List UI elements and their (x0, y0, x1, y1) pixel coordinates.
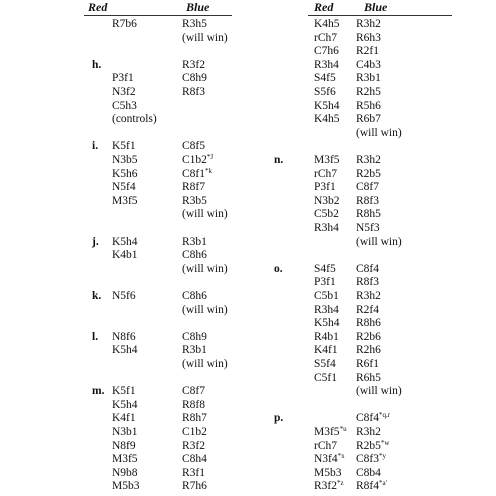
blue-move-text: R2h6 (356, 344, 381, 357)
blue-move-text: R3b1 (182, 235, 207, 248)
left-blue-header: Blue (186, 0, 210, 14)
red-move (314, 452, 345, 466)
red-move-text: K4f1 (112, 412, 136, 425)
blue-move-text: (will win) (356, 126, 402, 139)
red-move-text: rCh7 (314, 167, 337, 180)
red-move-text: N3f2 (112, 86, 136, 98)
red-move-text: N8f9 (112, 439, 136, 452)
blue-move (182, 235, 207, 249)
blue-move (356, 167, 381, 181)
red-move (112, 384, 136, 398)
blue-move-text: C8f5 (182, 140, 205, 153)
left-red-header: Red (88, 0, 108, 14)
blue-move-text: C8h6 (182, 290, 207, 302)
blue-move-text: C8f4 (356, 262, 379, 275)
red-move-text: K4h5 (314, 113, 340, 126)
red-move (314, 85, 336, 99)
red-move (314, 330, 339, 344)
right-red-header: Red (314, 0, 334, 14)
blue-move-text: R8h6 (356, 317, 381, 330)
red-move-text: K4b1 (112, 249, 138, 262)
blue-move-text: (will win) (182, 208, 228, 221)
red-move (314, 31, 337, 45)
blue-move-text: (will win) (182, 303, 228, 316)
red-move-text: K4h5 (314, 18, 340, 30)
blue-move (356, 207, 381, 221)
red-move-text: C5b2 (314, 208, 339, 221)
red-move-text: K5f1 (112, 385, 136, 398)
blue-move (356, 58, 381, 72)
red-move-text: S5f6 (314, 86, 336, 98)
blue-move (182, 303, 228, 317)
red-move-text: (controls) (112, 113, 157, 126)
blue-move (356, 71, 381, 85)
letter-move-text: o. (274, 262, 283, 275)
blue-move (182, 384, 205, 398)
blue-move (182, 398, 205, 412)
red-move-text: R3h4 (314, 303, 339, 316)
red-move (112, 248, 138, 262)
blue-move-text: R3h2 (356, 154, 381, 166)
red-move-text: rCh7 (314, 439, 337, 452)
blue-move-text: C8h9 (182, 330, 207, 343)
red-move (314, 479, 344, 493)
red-move (314, 99, 340, 113)
red-move (314, 316, 340, 330)
red-move-text: N3b5 (112, 154, 138, 166)
blue-move-text: R5h6 (356, 99, 381, 112)
red-move (112, 112, 157, 126)
blue-move (356, 180, 379, 194)
variation-label (274, 262, 283, 276)
red-move (112, 71, 134, 85)
footnote-marker: *z (337, 479, 344, 488)
blue-move (182, 466, 205, 480)
red-move-text: R4b1 (314, 330, 339, 343)
blue-move (182, 139, 205, 153)
red-move (112, 343, 138, 357)
blue-move-text: R3h2 (356, 290, 381, 302)
red-move (112, 235, 138, 249)
blue-move (182, 180, 205, 194)
variation-label (92, 330, 98, 344)
letter-move-text: p. (274, 412, 284, 425)
red-move-text: K5h4 (112, 235, 138, 248)
blue-move-text: C8f3 (356, 453, 379, 466)
blue-move (182, 153, 213, 167)
letter-move-text: i. (92, 140, 99, 153)
red-move-text: P3f1 (112, 72, 134, 85)
footnote-marker: *J (206, 153, 214, 161)
blue-move (356, 479, 387, 493)
red-move-text: N3b2 (314, 194, 340, 207)
red-move-text: R7b6 (112, 18, 137, 30)
variation-label (274, 153, 283, 167)
red-move-text: K5h4 (112, 398, 138, 411)
red-move-text: P3f1 (314, 276, 336, 289)
red-move (314, 439, 337, 453)
blue-move (182, 343, 207, 357)
red-move (112, 425, 138, 439)
red-move-text: M3f5 (112, 453, 138, 466)
blue-move-text: (will win) (182, 262, 228, 275)
blue-move (182, 248, 207, 262)
left-header-rule (84, 15, 232, 16)
red-move-text: R3f2 (314, 480, 337, 493)
blue-move-text: C8h6 (182, 249, 207, 262)
red-move (112, 167, 138, 181)
red-move-text: K5h4 (314, 99, 340, 112)
red-move (314, 262, 336, 276)
red-move (314, 194, 340, 208)
blue-move (182, 58, 205, 72)
red-move (112, 330, 136, 344)
blue-move-text: R8f3 (356, 194, 379, 207)
red-move-text: C5b1 (314, 290, 339, 302)
blue-move-text: C8f7 (356, 181, 379, 194)
red-move-text: rCh7 (314, 31, 337, 44)
red-move (112, 411, 136, 425)
red-move (314, 207, 339, 221)
blue-move-text: R3b5 (182, 194, 207, 207)
red-move-text: N8f6 (112, 330, 136, 343)
red-move-text: N3b1 (112, 426, 138, 438)
blue-move (182, 452, 207, 466)
blue-move (356, 85, 381, 99)
blue-move-text: R2h5 (356, 86, 381, 98)
blue-move (356, 275, 379, 289)
right-blue-header: Blue (364, 0, 388, 14)
blue-move-text: R7h6 (182, 480, 207, 493)
footnote-marker: *u (339, 425, 347, 433)
right-header-rule (308, 15, 452, 16)
red-move-text: K5h4 (314, 317, 340, 330)
blue-move (356, 44, 379, 58)
blue-move (182, 479, 207, 493)
red-move (314, 357, 336, 371)
blue-move (182, 330, 207, 344)
blue-move-text: R6h3 (356, 31, 381, 44)
red-move (314, 221, 339, 235)
blue-move-text: R8f8 (182, 398, 205, 411)
blue-move-text: R3h2 (356, 18, 381, 30)
red-move (314, 275, 336, 289)
blue-move-text: R8f3 (182, 86, 205, 98)
red-move-text: M3f5 (314, 154, 340, 166)
footnote-marker: *k (205, 166, 212, 175)
blue-move (182, 411, 207, 425)
red-move-text: K5f1 (112, 140, 136, 153)
blue-move (182, 262, 228, 276)
blue-move (356, 357, 379, 371)
blue-move-text: C8f4 (356, 412, 379, 425)
blue-move-text: C8h9 (182, 72, 207, 85)
red-move (112, 139, 136, 153)
blue-move-text: (will win) (356, 235, 402, 248)
blue-move-text: R8h5 (356, 208, 381, 221)
blue-move (182, 17, 207, 31)
blue-move (356, 194, 379, 208)
red-move-text: M3f5 (314, 426, 340, 438)
red-move (112, 452, 138, 466)
red-move (314, 71, 336, 85)
variation-label (92, 139, 98, 153)
variation-label (92, 289, 101, 303)
blue-move (356, 289, 381, 303)
red-move (112, 194, 138, 208)
blue-move-text: R2b6 (356, 330, 381, 343)
blue-move (182, 425, 207, 439)
blue-move-text: N5f3 (356, 222, 380, 234)
red-move (112, 17, 137, 31)
blue-move-text: C1b2 (182, 154, 207, 166)
blue-move-text: R3f2 (182, 439, 205, 452)
blue-move (356, 425, 381, 439)
red-move (314, 466, 341, 480)
blue-move-text: (will win) (356, 385, 402, 398)
blue-move-text: C8f7 (182, 385, 205, 398)
variation-label (274, 411, 283, 425)
variation-label (92, 58, 101, 72)
red-move-text: M3f5 (112, 194, 138, 207)
red-move (314, 371, 337, 385)
blue-move-text: R3h2 (356, 426, 381, 438)
blue-move (182, 439, 205, 453)
red-move (112, 439, 136, 453)
red-move-text: K5h6 (112, 167, 138, 180)
blue-move-text: R6h5 (356, 371, 381, 384)
footnote-marker: *x (337, 452, 345, 461)
blue-move-text: R2f4 (356, 303, 379, 316)
red-move-text: S4f5 (314, 262, 336, 275)
footnote-marker: *y (379, 452, 386, 461)
red-move (314, 153, 340, 167)
letter-move-text: m. (92, 385, 105, 398)
red-move (314, 112, 340, 126)
red-move-text: P3f1 (314, 181, 336, 194)
red-move (314, 303, 339, 317)
blue-move (356, 221, 380, 235)
blue-move (356, 343, 381, 357)
blue-move-text: R6b7 (356, 113, 381, 126)
red-move (112, 289, 136, 303)
blue-move-text: C8h4 (182, 453, 207, 466)
red-move-text: K5h4 (112, 344, 138, 357)
footnote-marker: *w (380, 438, 390, 447)
blue-move-text: C4b3 (356, 58, 381, 71)
blue-move-text: R3h5 (182, 18, 207, 30)
red-move (314, 58, 339, 72)
footnote-marker: *a' (379, 479, 387, 488)
blue-move (356, 262, 379, 276)
blue-move (182, 357, 228, 371)
blue-move (356, 17, 381, 31)
letter-move-text: k. (92, 290, 102, 302)
blue-move-text: R3f1 (182, 466, 205, 479)
blue-move (182, 207, 228, 221)
blue-move (356, 99, 381, 113)
blue-move-text: C8f1 (182, 167, 205, 180)
blue-move (182, 85, 205, 99)
blue-move-text: R3b1 (356, 72, 381, 85)
variation-label (92, 384, 104, 398)
blue-move (356, 153, 381, 167)
red-move (112, 85, 136, 99)
blue-move (356, 303, 379, 317)
red-move-text: N9b8 (112, 466, 138, 479)
red-move (112, 180, 136, 194)
red-move-text: C7h6 (314, 45, 339, 58)
blue-move (356, 126, 402, 140)
red-move-text: N5f4 (112, 181, 136, 194)
blue-move (182, 31, 228, 45)
blue-move (356, 31, 381, 45)
blue-move (356, 371, 381, 385)
red-move (112, 398, 138, 412)
red-move (112, 479, 139, 493)
blue-move (356, 384, 402, 398)
blue-move-text: R3b1 (182, 344, 207, 357)
blue-move-text: (will win) (182, 358, 228, 370)
blue-move-text: C8b4 (356, 466, 381, 479)
letter-move-text: l. (92, 330, 99, 343)
red-move (314, 425, 347, 439)
red-move (314, 17, 340, 31)
blue-move-text: R2b5 (356, 167, 381, 180)
blue-move (356, 330, 381, 344)
red-move (112, 99, 137, 113)
red-move-text: S4f5 (314, 72, 336, 85)
red-move-text: K4f1 (314, 344, 338, 357)
red-move-text: S5f4 (314, 358, 336, 370)
red-move-text: N3f4 (314, 453, 338, 466)
blue-move (356, 235, 402, 249)
blue-move-text: R8f3 (356, 276, 379, 289)
blue-move (356, 452, 386, 466)
blue-move (356, 112, 381, 126)
red-move-text: C5h3 (112, 99, 137, 112)
variation-label (92, 235, 99, 249)
red-move-text: C5f1 (314, 371, 337, 384)
red-move-text: M5b3 (314, 466, 342, 479)
blue-move-text: (will win) (182, 31, 228, 44)
blue-move (182, 289, 207, 303)
blue-move-text: R8f7 (182, 181, 205, 194)
blue-move-text: C1b2 (182, 426, 207, 438)
red-move-text: N5f6 (112, 290, 136, 302)
blue-move (356, 466, 381, 480)
blue-move (356, 411, 390, 425)
letter-move-text: h. (92, 58, 102, 71)
letter-move-text: n. (274, 154, 284, 166)
red-move (112, 153, 138, 167)
red-move-text: R3h4 (314, 58, 339, 71)
footnote-marker: *q,r (379, 411, 391, 420)
red-move (314, 167, 337, 181)
blue-move-text: R8f4 (356, 480, 379, 493)
blue-move (182, 194, 207, 208)
blue-move (182, 71, 207, 85)
red-move (314, 343, 338, 357)
blue-move (356, 316, 381, 330)
red-move (314, 180, 336, 194)
blue-move (182, 167, 212, 181)
red-move (112, 466, 138, 480)
blue-move (356, 439, 389, 453)
red-move (314, 44, 339, 58)
red-move (314, 289, 339, 303)
blue-move-text: R8h7 (182, 412, 207, 425)
red-move-text: R3h4 (314, 222, 339, 234)
blue-move-text: R2b5 (356, 439, 381, 452)
letter-move-text: j. (92, 235, 99, 248)
blue-move-text: R2f1 (356, 45, 379, 58)
blue-move-text: R3f2 (182, 58, 205, 71)
blue-move-text: R6f1 (356, 358, 379, 370)
red-move-text: M5b3 (112, 480, 140, 493)
